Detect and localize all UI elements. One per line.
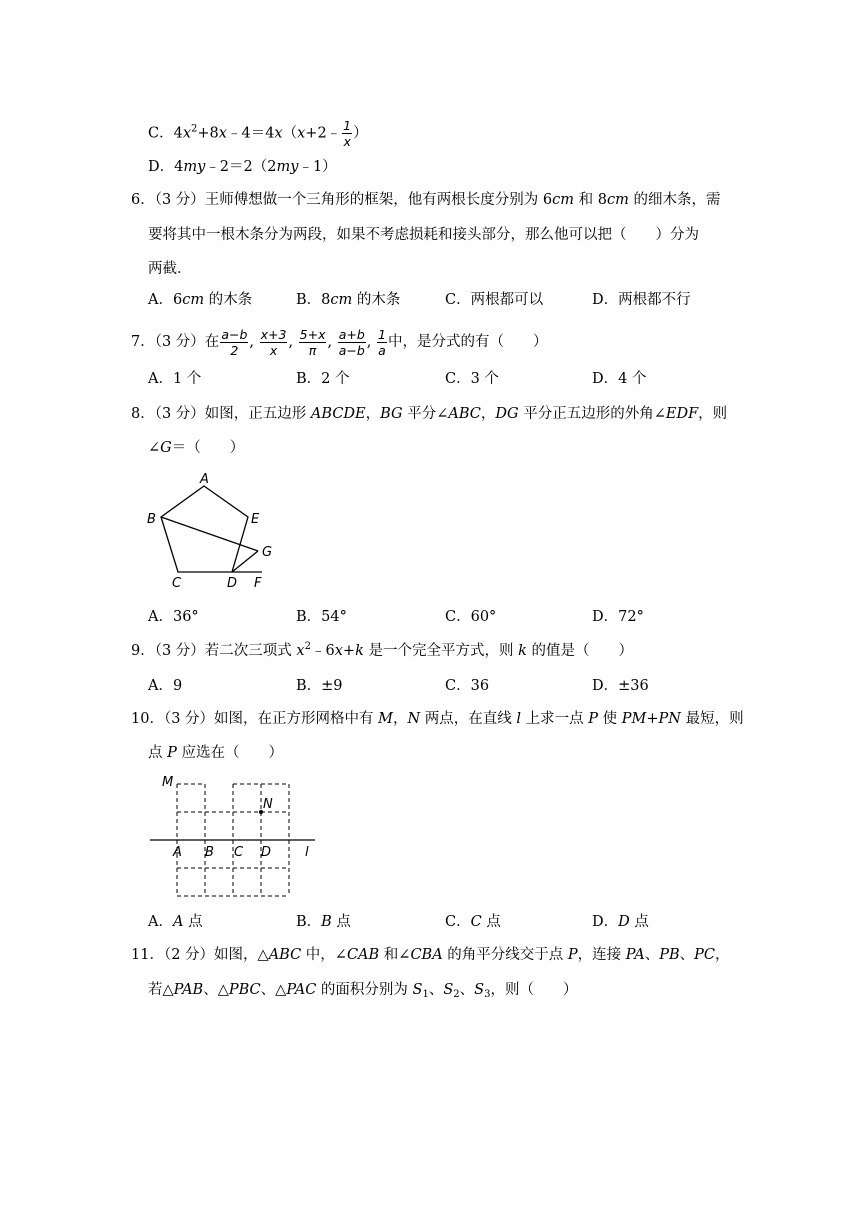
grid-figure: [145, 770, 325, 900]
pentagon-figure: [140, 468, 290, 593]
q6-stem-line-1: 6．（3 分）王师傅想做一个三角形的框架，他有两根长度分别为 6cm 和 8cm 的细木条，需: [131, 192, 721, 208]
label-a: A: [173, 845, 182, 860]
q8-option-a: A．36°: [148, 609, 199, 625]
q9-option-c: C．36: [445, 678, 490, 694]
q6-option-a: A．6cm 的木条: [148, 292, 253, 308]
q8-option-b: B．54°: [296, 609, 347, 625]
q7-option-a: A．1 个: [148, 371, 202, 387]
label-b: B: [147, 512, 156, 527]
q9-option-d: D．±36: [592, 678, 649, 694]
q9-option-b: B．±9: [296, 678, 343, 694]
fraction: $\frac{1}{x}$: [343, 118, 352, 149]
q6-stem-line-2: 要将其中一根木条分为两段，如果不考虑损耗和接头部分，那么他可以把（ ）分为: [148, 227, 699, 243]
q9-option-a: A．9: [148, 678, 183, 694]
q6-option-c: C．两根都可以: [445, 292, 544, 308]
q8-option-d: D．72°: [592, 609, 644, 625]
q10-option-c: C．C 点: [445, 914, 501, 930]
label-f: F: [254, 576, 262, 591]
q6-stem-line-3: 两截．: [148, 261, 192, 277]
fraction-5: $\frac{1}{a}$: [378, 326, 386, 358]
line-dg: [232, 551, 258, 572]
q11-stem-line-1: 11．（2 分）如图，△ABC 中，∠CAB 和∠CBA 的角平分线交于点 P，连接 PA、PB、PC，: [131, 947, 730, 963]
q7-option-d: D．4 个: [592, 371, 647, 387]
q5-option-d: D．4my﹣2＝2（2my﹣1）: [148, 159, 337, 175]
label-b: B: [205, 845, 214, 860]
q6-option-b: B．8cm 的木条: [296, 292, 401, 308]
label-l: l: [305, 845, 309, 860]
fraction-2: $\frac{x+3}{x}$: [260, 326, 287, 358]
label-n: N: [263, 797, 273, 812]
q7-option-c: C．3 个: [445, 371, 499, 387]
q10-stem-line-1: 10．（3 分）如图，在正方形网格中有 M，N 两点，在直线 l 上求一点 P 使 PM+PN 最短，则: [131, 711, 744, 727]
q8-option-c: C．60°: [445, 609, 497, 625]
label-e: E: [251, 512, 260, 527]
q9-stem: 9．（3 分）若二次三项式 $x^2﹣6x+k$ 是一个完全平方式，则 k 的值是（ ）: [131, 641, 633, 659]
fraction-3: $\frac{5+x}{\pi}$: [299, 326, 326, 358]
fraction-1: $\frac{a-b}{2}$: [221, 326, 248, 358]
q10-option-b: B．B 点: [296, 914, 351, 930]
q10-option-a: A．A 点: [148, 914, 203, 930]
q8-stem-line-1: 8．（3 分）如图，正五边形 ABCDE，BG 平分∠ABC，DG 平分正五边形的外角∠EDF，则: [131, 406, 728, 422]
label-c: C: [234, 845, 244, 860]
label-a: A: [200, 472, 209, 487]
q7-stem: 7．（3 分）在 $\frac{a-b}{2}$ , $\frac{x+3}{x}$ , $\frac{5+x}{\pi}$ , $\frac{a+b}{a-b}$ , $\frac{1}{a}$ 中，是分式的有（ ）: [131, 326, 548, 358]
q5-option-c: C．$4x^2+8x﹣4=4x(x+2﹣$ $\frac{1}{x}$ ）: [148, 118, 368, 149]
label-d: D: [227, 576, 238, 591]
label-d: D: [261, 845, 272, 860]
q10-option-d: D．D 点: [592, 914, 649, 930]
label-m: M: [162, 775, 174, 790]
pentagon-abcde: [161, 486, 248, 572]
q10-stem-line-2: 点 P 应选在（ ）: [148, 745, 283, 761]
q7-option-b: B．2 个: [296, 371, 350, 387]
q8-stem-line-2: ∠G＝（ ）: [148, 440, 245, 456]
q11-stem-line-2: 若△PAB、△PBC、△PAC 的面积分别为 $S_1$、$S_2$、$S_3$，则（ ）: [148, 982, 578, 1000]
label-g: G: [262, 545, 273, 560]
q6-option-d: D．两根都不行: [592, 292, 691, 308]
label-c: C: [172, 576, 182, 591]
fraction-4: $\frac{a+b}{a-b}$: [338, 326, 365, 358]
